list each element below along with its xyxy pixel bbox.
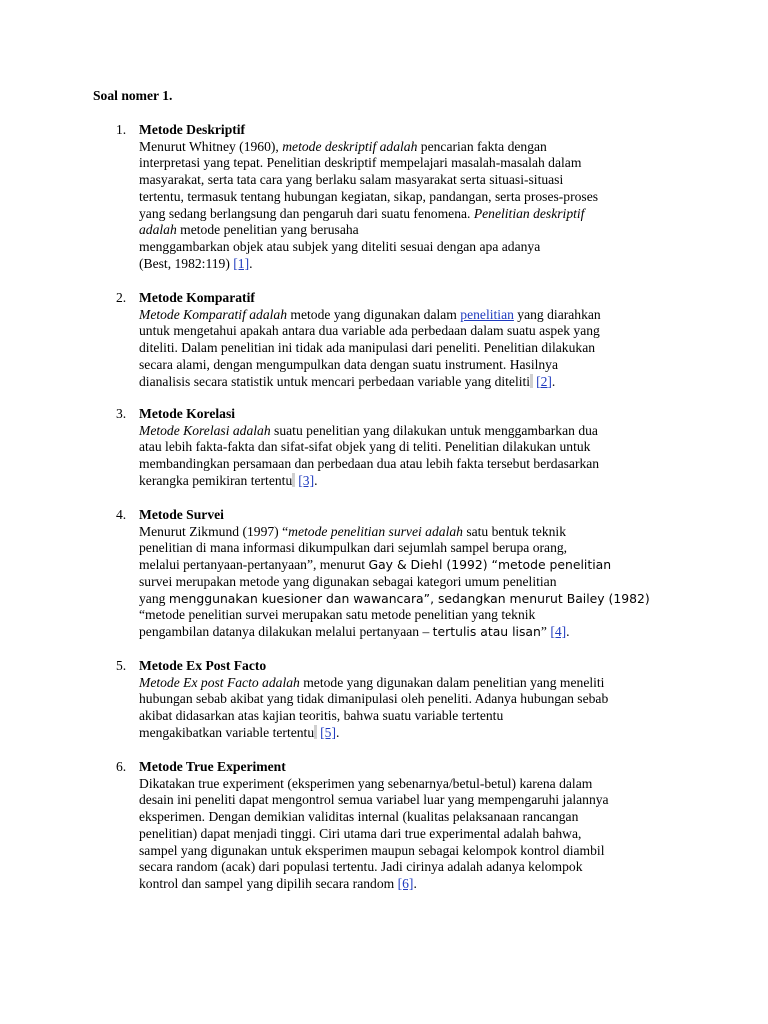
paragraph-line: Dikatakan true experiment (eksperimen yang sebenarnya/betul-betul) karena dalam xyxy=(139,775,593,791)
paragraph-line: penelitian) dapat menjadi tinggi. Ciri utama dari true experimental adalah bahwa, xyxy=(139,825,582,841)
bookmark-marker xyxy=(530,374,533,388)
paragraph-line: akibat didasarkan atas kajian teoritis, bahwa suatu variable tertentu xyxy=(139,708,504,724)
paragraph-line: kontrol dan sampel yang dipilih secara random [6]. xyxy=(139,875,417,891)
item-heading: Metode Survei xyxy=(139,507,224,522)
paragraph-line: “metode penelitian survei merupakan satu metode penelitian yang teknik xyxy=(139,607,536,623)
list-item-ex-post-facto xyxy=(116,658,676,742)
paragraph-line: (Best, 1982:119) [1]. xyxy=(139,255,253,271)
penelitian-link[interactable]: penelitian xyxy=(460,306,514,322)
footnote-link[interactable]: [5] xyxy=(320,724,336,740)
paragraph-line: survei merupakan metode yang digunakan sebagai kategori umum penelitian xyxy=(139,573,557,589)
item-number: 2. xyxy=(116,290,127,305)
item-heading: Metode True Experiment xyxy=(139,759,286,774)
paragraph-line: yang sedang berlangsung dan pengaruh dari suatu fenomena. Penelitian deskriptif xyxy=(139,205,585,221)
paragraph-line: Metode Ex post Facto adalah metode yang digunakan dalam penelitian yang meneliti xyxy=(139,674,605,690)
paragraph-line: secara alami, dengan mengumpulkan data dengan suatu instrument. Hasilnya xyxy=(139,356,559,372)
paragraph-line: penelitian di mana informasi dikumpulkan dari sejumlah sampel berupa orang, xyxy=(139,540,568,556)
item-number: 6. xyxy=(116,759,127,774)
paragraph-line: desain ini peneliti dapat mengontrol semua variabel luar yang mempengaruhi jalannya xyxy=(139,792,609,808)
paragraph-line: Metode Korelasi adalah suatu penelitian yang dilakukan untuk menggambarkan dua xyxy=(139,422,598,438)
list-item-korelasi xyxy=(116,406,676,490)
footnote-link[interactable]: [3] xyxy=(298,472,315,488)
item-heading: Metode Korelasi xyxy=(139,406,236,421)
paragraph-line: yang menggunakan kuesioner dan wawancara”, sedangkan menurut Bailey (1982) xyxy=(139,590,650,606)
footnote-link[interactable]: [4] xyxy=(550,623,567,639)
paragraph-line: sampel yang digunakan untuk eksperimen maupun sebagai kelompok kontrol diambil xyxy=(139,842,605,858)
item-number: 3. xyxy=(116,406,127,421)
paragraph-line: masyarakat, serta tata cara yang berlaku salam masyarakat serta situasi-situasi xyxy=(139,172,564,188)
paragraph-line: Menurut Whitney (1960), metode deskriptif adalah pencarian fakta dengan xyxy=(139,138,547,154)
item-number: 1. xyxy=(116,122,127,137)
item-heading: Metode Ex Post Facto xyxy=(139,658,267,673)
paragraph-line: mengakibatkan variable tertentu [5]. xyxy=(139,724,340,740)
document-title: Soal nomer 1. xyxy=(93,88,173,103)
bookmark-marker xyxy=(292,473,295,487)
item-number: 5. xyxy=(116,658,127,673)
list-item-deskriptif xyxy=(116,122,676,272)
paragraph-line: membandingkan persamaan dan perbedaan dua atau lebih fakta tersebut berdasarkan xyxy=(139,456,600,472)
list-item-true-experiment xyxy=(116,759,676,893)
paragraph-line: secara random (acak) dari populasi tertentu. Jadi cirinya adalah adanya kelompok xyxy=(139,859,583,875)
footnote-link[interactable]: [6] xyxy=(397,875,414,891)
item-heading: Metode Deskriptif xyxy=(139,122,246,137)
paragraph-line: hubungan sebab akibat yang tidak dimanipulasi oleh peneliti. Adanya hubungan sebab xyxy=(139,691,609,707)
paragraph-line: eksperimen. Dengan demikian validitas internal (kualitas pelaksanaan rancangan xyxy=(139,809,579,825)
paragraph-line: untuk mengetahui apakah antara dua variable ada perbedaan dalam suatu aspek yang xyxy=(139,323,600,339)
paragraph-line: Menurut Zikmund (1997) “metode penelitian survei adalah satu bentuk teknik xyxy=(139,523,567,539)
paragraph-line: interpretasi yang tepat. Penelitian deskriptif mempelajari masalah-masalah dalam xyxy=(139,155,582,171)
list-item-survei xyxy=(116,507,676,641)
paragraph-line: menggambarkan objek atau subjek yang diteliti sesuai dengan apa adanya xyxy=(139,238,541,254)
paragraph-line: atau lebih fakta-fakta dan sifat-sifat objek yang di teliti. Penelitian dilakukan untuk xyxy=(139,439,591,455)
paragraph-line: pengambilan datanya dilakukan melalui pertanyaan – tertulis atau lisan” [4]. xyxy=(139,623,570,639)
paragraph-line: adalah metode penelitian yang berusaha xyxy=(139,222,359,238)
item-number: 4. xyxy=(116,507,127,522)
paragraph-line: diteliti. Dalam penelitian ini tidak ada manipulasi dari peneliti. Penelitian dilakukan xyxy=(139,340,596,356)
paragraph-line: kerangka pemikiran tertentu [3]. xyxy=(139,472,318,488)
footnote-link[interactable]: [2] xyxy=(536,373,552,389)
paragraph-line: Metode Komparatif adalah metode yang digunakan dalam penelitian yang diarahkan xyxy=(139,306,601,322)
item-heading: Metode Komparatif xyxy=(139,290,255,305)
footnote-link[interactable]: [1] xyxy=(233,255,250,271)
paragraph-line: tertentu, termasuk tentang hubungan kegiatan, sikap, pandangan, serta proses-proses xyxy=(139,188,599,204)
paragraph-line: melalui pertanyaan-pertanyaan”, menurut Gay & Diehl (1992) “metode penelitian xyxy=(139,557,612,573)
paragraph-line: dianalisis secara statistik untuk mencari perbedaan variable yang diteliti [2]. xyxy=(139,373,556,389)
bookmark-marker xyxy=(314,725,317,739)
list-item-komparatif xyxy=(116,290,676,390)
